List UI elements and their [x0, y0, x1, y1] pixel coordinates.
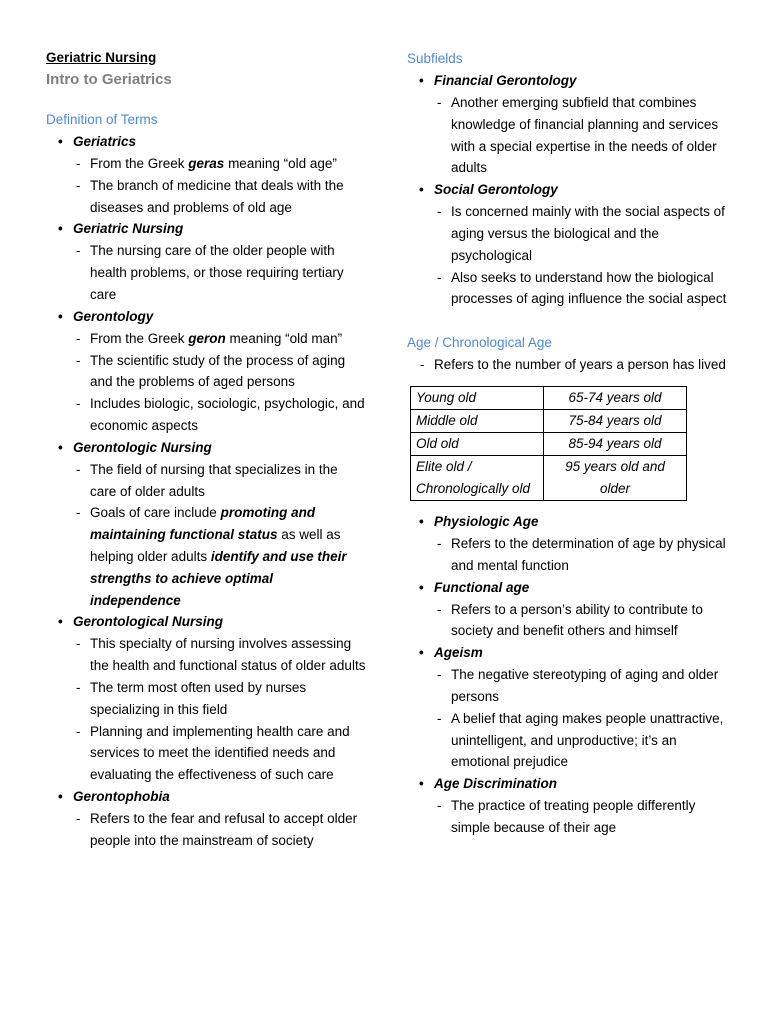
- bullet-icon: •: [58, 614, 63, 630]
- table-row: Old old 85-94 years old: [411, 432, 687, 455]
- list-item: - A belief that aging makes people unattractive, unintelligent, and unproductive; it’s an emotional prejudice: [437, 710, 724, 770]
- list-item: - The scientific study of the process of aging and the problems of aged persons: [76, 352, 346, 390]
- list-item: - The nursing care of the older people with health problems, or those requiring tertiary care: [76, 243, 344, 302]
- term-gerontologic-nursing: • Gerontologic Nursing: [46, 437, 366, 459]
- age-table: [410, 386, 687, 501]
- definition-heading: Definition of Terms: [46, 112, 158, 127]
- term-financial-gerontology: • Financial Gerontology: [407, 70, 727, 92]
- list-item: - Refers to a person’s ability to contribute to society and benefit others and himself: [437, 601, 703, 639]
- list-item: - Another emerging subfield that combines knowledge of financial planning and services with a special expertise in the needs of older adults: [437, 95, 719, 176]
- table-row: Elite old / Chronologically old 95 years old and older: [411, 455, 687, 500]
- right-column: [407, 48, 727, 839]
- list-item: - Refers to the number of years a person has lived: [420, 357, 726, 373]
- bullet-icon: •: [419, 579, 424, 595]
- list-item: - The negative stereotyping of aging and older persons: [437, 667, 719, 704]
- bullet-icon: •: [58, 221, 63, 237]
- list-item: - From the Greek geron meaning “old man”: [76, 330, 343, 346]
- term-gerontological-nursing: • Gerontological Nursing: [46, 611, 366, 633]
- age-heading: Age / Chronological Age: [407, 335, 552, 351]
- term-gerontology: • Gerontology: [46, 306, 366, 328]
- list-item: - From the Greek geras meaning “old age”: [76, 156, 337, 171]
- bullet-icon: •: [58, 439, 63, 455]
- bullet-icon: •: [419, 776, 424, 792]
- list-item: - The practice of treating people differently simple because of their age: [437, 798, 696, 835]
- table-row: Middle old 75-84 years old: [411, 409, 687, 432]
- subfields-heading: Subfields: [407, 51, 463, 66]
- term-social-gerontology: • Social Gerontology: [407, 179, 727, 201]
- list-item: - Is concerned mainly with the social aspects of aging versus the biological and the psychological: [437, 204, 725, 263]
- list-item: - Refers to the fear and refusal to accept older people into the mainstream of society: [76, 810, 358, 848]
- list-item: - The branch of medicine that deals with the diseases and problems of old age: [76, 177, 344, 215]
- list-item: - The term most often used by nurses specializing in this field: [76, 679, 307, 717]
- document-title: Geriatric Nursing: [46, 50, 157, 65]
- term-ageism: • Ageism: [407, 642, 727, 664]
- term-physiologic-age: • Physiologic Age: [407, 511, 727, 533]
- bullet-icon: •: [58, 134, 63, 149]
- list-item: - Includes biologic, sociologic, psychologic, and economic aspects: [76, 396, 365, 433]
- term-geriatrics: • Geriatrics: [46, 131, 366, 153]
- term-gerontophobia: • Gerontophobia: [46, 786, 366, 808]
- list-item: - The field of nursing that specializes in the care of older adults: [76, 461, 338, 499]
- term-functional-age: • Functional age: [407, 577, 727, 599]
- list-item: - Refers to the determination of age by physical and mental function: [437, 535, 726, 573]
- term-age-discrimination: • Age Discrimination: [407, 773, 727, 795]
- bullet-icon: •: [419, 73, 424, 88]
- bullet-icon: •: [419, 645, 424, 661]
- list-item: - Goals of care include promoting and maintaining functional status as well as helping older adults identify and use their strengths to achieve optimal independence: [76, 505, 347, 608]
- table-row: Young old 65-74 years old: [411, 386, 687, 409]
- bullet-icon: •: [58, 308, 63, 324]
- bullet-icon: •: [58, 788, 63, 804]
- list-item: - Planning and implementing health care and services to meet the identified needs and evaluating the effectiveness of such care: [76, 723, 350, 783]
- list-item: - This specialty of nursing involves assessing the health and functional status of older adults: [76, 636, 366, 674]
- bullet-icon: •: [419, 182, 424, 198]
- left-column: [46, 48, 366, 852]
- document-subtitle: Intro to Geriatrics: [46, 71, 172, 88]
- list-item: - Also seeks to understand how the biological processes of aging influence the social aspect: [437, 269, 727, 307]
- bullet-icon: •: [419, 513, 424, 529]
- term-geriatric-nursing: • Geriatric Nursing: [46, 218, 366, 240]
